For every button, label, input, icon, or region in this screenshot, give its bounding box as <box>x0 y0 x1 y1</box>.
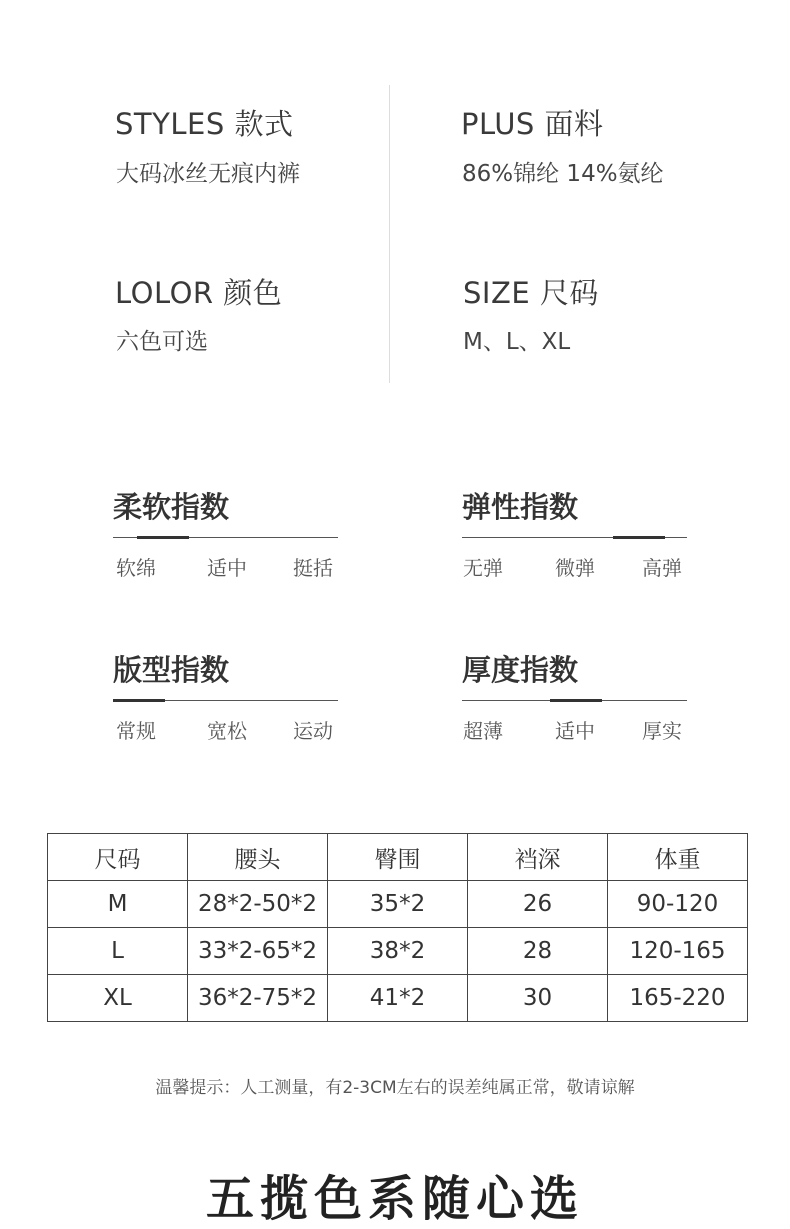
table-header: 尺码 <box>48 834 188 881</box>
softness-option: 适中 <box>207 556 247 580</box>
table-cell: 35*2 <box>328 881 468 928</box>
fabric-value: 86%锦纶 14%氨纶 <box>462 161 664 187</box>
size-table <box>47 833 748 1022</box>
table-cell: 30 <box>468 975 608 1022</box>
fit-option: 宽松 <box>207 719 247 743</box>
table-row <box>48 928 748 975</box>
fit-option: 常规 <box>116 719 156 743</box>
table-cell: 120-165 <box>608 928 748 975</box>
thickness-index-marker <box>550 699 602 702</box>
softness-option: 挺括 <box>293 556 333 580</box>
table-cell: 26 <box>468 881 608 928</box>
table-row <box>48 975 748 1022</box>
table-header: 臀围 <box>328 834 468 881</box>
table-cell: 33*2-65*2 <box>188 928 328 975</box>
fit-option: 运动 <box>293 719 333 743</box>
thickness-option: 超薄 <box>463 719 503 743</box>
elasticity-index-title: 弹性指数 <box>462 490 579 524</box>
fabric-title: PLUS 面料 <box>461 107 604 141</box>
thickness-index-title: 厚度指数 <box>462 653 579 687</box>
styles-value: 大码冰丝无痕内裤 <box>116 161 300 187</box>
fit-index-title: 版型指数 <box>113 653 230 687</box>
measurement-note: 温馨提示：人工测量，有2-3CM左右的误差纯属正常，敬请谅解 <box>155 1078 635 1098</box>
table-cell: 28 <box>468 928 608 975</box>
color-title: LOLOR 颜色 <box>115 276 283 310</box>
elasticity-option: 高弹 <box>642 556 682 580</box>
table-cell: XL <box>48 975 188 1022</box>
table-header: 裆深 <box>468 834 608 881</box>
softness-index-marker <box>137 536 189 539</box>
table-header-row <box>48 834 748 881</box>
table-cell: 41*2 <box>328 975 468 1022</box>
table-cell: 165-220 <box>608 975 748 1022</box>
elasticity-option: 无弹 <box>463 556 503 580</box>
table-header: 体重 <box>608 834 748 881</box>
table-cell: M <box>48 881 188 928</box>
spec-divider <box>389 85 390 383</box>
table-cell: L <box>48 928 188 975</box>
size-value: M、L、XL <box>463 329 571 355</box>
table-header: 腰头 <box>188 834 328 881</box>
thickness-option: 适中 <box>555 719 595 743</box>
thickness-option: 厚实 <box>642 719 682 743</box>
table-row <box>48 881 748 928</box>
softness-index-title: 柔软指数 <box>113 490 230 524</box>
color-value: 六色可选 <box>116 329 208 355</box>
size-title: SIZE 尺码 <box>463 276 599 310</box>
table-cell: 36*2-75*2 <box>188 975 328 1022</box>
elasticity-index-marker <box>613 536 665 539</box>
table-cell: 38*2 <box>328 928 468 975</box>
section-heading: 五揽色系随心选 <box>205 1171 584 1227</box>
styles-title: STYLES 款式 <box>115 107 294 141</box>
elasticity-option: 微弹 <box>555 556 595 580</box>
table-cell: 90-120 <box>608 881 748 928</box>
fit-index-marker <box>113 699 165 702</box>
softness-option: 软绵 <box>116 556 156 580</box>
table-cell: 28*2-50*2 <box>188 881 328 928</box>
